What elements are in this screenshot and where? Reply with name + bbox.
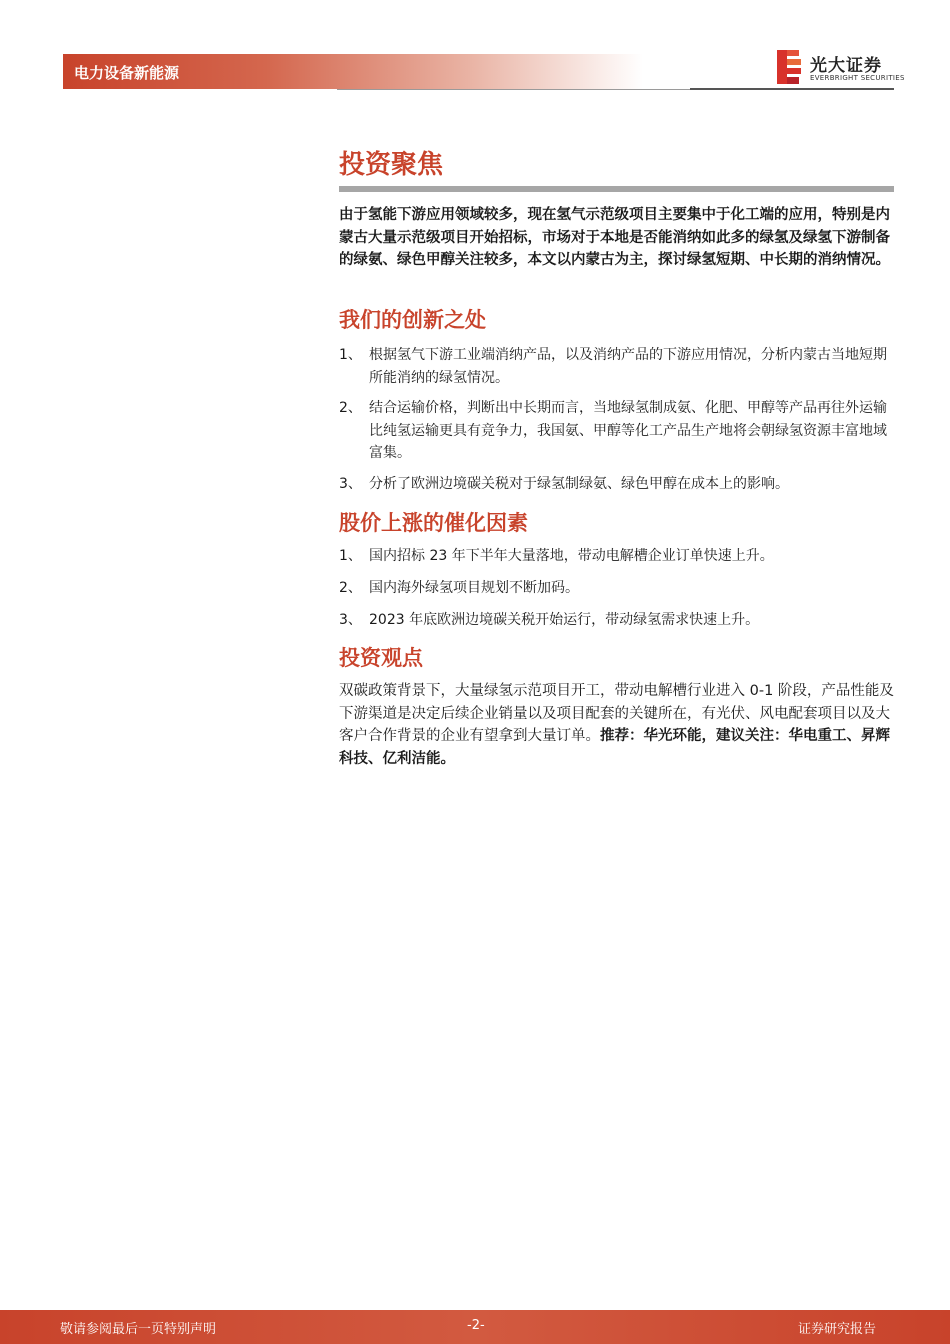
- header-divider-bold: [690, 88, 894, 90]
- list-item: [339, 397, 894, 465]
- view-text: 双碳政策背景下，大量绿氢示范项目开工，带动电解槽行业进入 0-1 阶段，产品性能及下游渠道是决定后续企业销量以及项目配套的关键所在，有光伏、风电配套项目以及大客户合作背景的企业有望拿到大量订单。: [339, 683, 894, 744]
- section-label: 电力设备新能源: [74, 64, 180, 82]
- list-item: [339, 545, 894, 568]
- view-paragraph: [339, 680, 894, 770]
- report-type: 证券研究报告: [798, 1322, 877, 1337]
- page-title: 投资聚焦: [339, 150, 444, 180]
- company-logo: [775, 49, 905, 87]
- list-number: 2、: [339, 580, 362, 596]
- list-number: 1、: [339, 548, 362, 564]
- list-item: [339, 473, 894, 496]
- logo-text-en: EVERBRIGHT SECURITIES: [810, 74, 905, 82]
- list-number: 2、: [339, 400, 362, 416]
- intro-paragraph: 由于氢能下游应用领域较多，现在氢气示范级项目主要集中于化工端的应用，特别是内蒙古大量示范级项目开始招标，市场对于本地是否能消纳如此多的绿氢及绿氢下游制备的绿氨、绿色甲醇关注较多，本文以内蒙古为主，探讨绿氢短期、中长期的消纳情况。: [339, 207, 890, 268]
- list-item: [339, 344, 894, 389]
- list-item: [339, 577, 894, 600]
- list-number: 3、: [339, 476, 362, 492]
- list-text: 结合运输价格，判断出中长期而言，当地绿氢制成氨、化肥、甲醇等产品再往外运输比纯氢运输更具有竞争力，我国氨、甲醇等化工产品生产地将会朝绿氢资源丰富地域富集。: [369, 400, 887, 461]
- list-text: 根据氢气下游工业端消纳产品，以及消纳产品的下游应用情况，分析内蒙古当地短期所能消纳的绿氢情况。: [369, 347, 887, 386]
- innovation-heading: 我们的创新之处: [339, 308, 486, 332]
- title-divider: [339, 186, 894, 192]
- page-number: -2-: [467, 1318, 485, 1333]
- list-text: 国内招标 23 年下半年大量落地，带动电解槽企业订单快速上升。: [369, 548, 774, 564]
- disclaimer-note: 敬请参阅最后一页特别声明: [60, 1322, 217, 1337]
- list-text: 2023 年底欧洲边境碳关税开始运行，带动绿氢需求快速上升。: [369, 612, 760, 628]
- header-divider: [337, 89, 691, 90]
- view-heading: 投资观点: [339, 646, 423, 670]
- logo-text-cn: 光大证券: [810, 56, 882, 76]
- list-number: 3、: [339, 612, 362, 628]
- catalyst-heading: 股价上涨的催化因素: [339, 511, 528, 535]
- list-item: [339, 609, 894, 632]
- recommendation-text: 推荐：华光环能，建议关注：华电重工、昇辉科技、亿利洁能。: [339, 728, 890, 767]
- list-text: 分析了欧洲边境碳关税对于绿氢制绿氨、绿色甲醇在成本上的影响。: [369, 476, 789, 492]
- list-number: 1、: [339, 347, 362, 363]
- logo-icon: [775, 49, 803, 85]
- list-text: 国内海外绿氢项目规划不断加码。: [369, 580, 579, 596]
